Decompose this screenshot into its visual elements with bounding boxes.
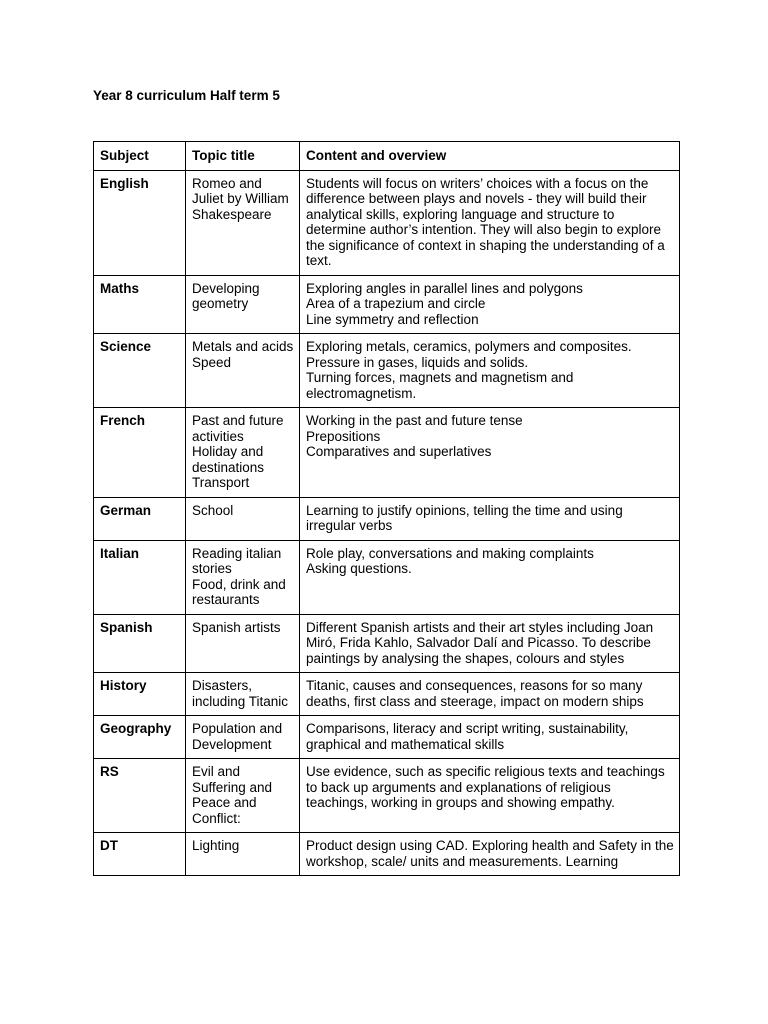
cell-subject: French [94,408,186,498]
content-line: Comparatives and superlatives [306,444,492,459]
table-row [94,833,680,876]
content-line: Pressure in gases, liquids and solids. [306,354,529,370]
cell-topic-title [186,408,300,498]
topic-line: Population and Development [192,721,283,752]
column-header-content-overview: Content and overview [300,142,680,171]
cell-content-overview [300,833,680,876]
content-line: Working in the past and future tense [306,413,523,428]
topic-line: Lighting [192,838,240,853]
content-line: Use evidence, such as specific religious texts and teachings to back up arguments and explanations of religious teachings, working in groups and showing empathy. [306,764,665,810]
cell-subject: RS [94,759,186,833]
cell-subject: Maths [94,275,186,334]
cell-topic-title [186,497,300,540]
table-row [94,673,680,716]
curriculum-table [93,141,680,876]
cell-content-overview [300,759,680,833]
cell-topic-title [186,275,300,334]
cell-content-overview [300,673,680,716]
topic-line: Romeo and Juliet by William Shakespeare [192,175,289,222]
topic-line: Speed [192,354,232,370]
content-line: Exploring angles in parallel lines and polygons [306,280,583,296]
cell-content-overview [300,170,680,275]
content-line: Asking questions. [306,561,412,576]
column-header-topic-title: Topic title [186,142,300,171]
cell-content-overview [300,275,680,334]
cell-subject: Italian [94,540,186,614]
cell-subject: Science [94,334,186,408]
topic-line: School [192,502,234,518]
content-line: Titanic, causes and consequences, reasons for so many deaths, first class and steerage, impact on modern ships [306,678,644,709]
topic-line: Spanish artists [192,619,281,635]
cell-subject: German [94,497,186,540]
topic-line: Reading italian stories [192,545,282,576]
table-body [94,170,680,876]
cell-content-overview [300,497,680,540]
topic-line: Developing geometry [192,280,260,311]
table-row [94,275,680,334]
page-title: Year 8 curriculum Half term 5 [93,88,280,103]
topic-line: Transport [192,475,250,490]
table-header-row [94,142,680,171]
content-line: Line symmetry and reflection [306,311,479,327]
cell-subject: History [94,673,186,716]
topic-line: Disasters, including Titanic [192,678,289,709]
content-line: Product design using CAD. Exploring health and Safety in the workshop, scale/ units and measurements. Learning [306,838,674,869]
table-row [94,408,680,498]
cell-subject: English [94,170,186,275]
table-row [94,716,680,759]
cell-subject: Geography [94,716,186,759]
table-row [94,614,680,673]
cell-content-overview [300,408,680,498]
cell-content-overview [300,334,680,408]
cell-subject: Spanish [94,614,186,673]
table-row [94,334,680,408]
content-line: Role play, conversations and making complaints [306,545,594,561]
cell-content-overview [300,614,680,673]
content-line: Learning to justify opinions, telling the time and using irregular verbs [306,502,623,533]
cell-topic-title [186,540,300,614]
cell-topic-title [186,614,300,673]
table-row [94,170,680,275]
topic-line: Holiday and destinations [192,444,265,475]
table-row [94,497,680,540]
content-line: Turning forces, magnets and magnetism and electromagnetism. [306,370,574,401]
table-row [94,540,680,614]
cell-topic-title [186,716,300,759]
cell-topic-title [186,833,300,876]
topic-line: Food, drink and restaurants [192,576,286,607]
content-line: Prepositions [306,428,381,444]
column-header-subject: Subject [94,142,186,171]
cell-subject: DT [94,833,186,876]
topic-line: Past and future activities [192,413,284,444]
cell-content-overview [300,716,680,759]
content-line: Exploring metals, ceramics, polymers and composites. [306,339,632,354]
cell-topic-title [186,170,300,275]
content-line: Comparisons, literacy and script writing, sustainability, graphical and mathematical skills [306,721,629,752]
cell-topic-title [186,334,300,408]
table-row [94,759,680,833]
cell-content-overview [300,540,680,614]
topic-line: Evil and Suffering and Peace and Conflict: [192,764,273,826]
content-line: Different Spanish artists and their art styles including Joan Miró, Frida Kahlo, Salvador Dalí and Picasso. To describe paintings by analysing the shapes, colours and styles [306,619,654,666]
topic-line: Metals and acids [192,339,294,354]
cell-topic-title [186,759,300,833]
content-line: Area of a trapezium and circle [306,296,486,311]
cell-topic-title [186,673,300,716]
content-line: Students will focus on writers’ choices with a focus on the difference between plays and novels - they will build their analytical skills, exploring language and structure to determine author’s intention. They will also begin to explore the significance of context in shaping the understanding of a text. [306,175,665,268]
